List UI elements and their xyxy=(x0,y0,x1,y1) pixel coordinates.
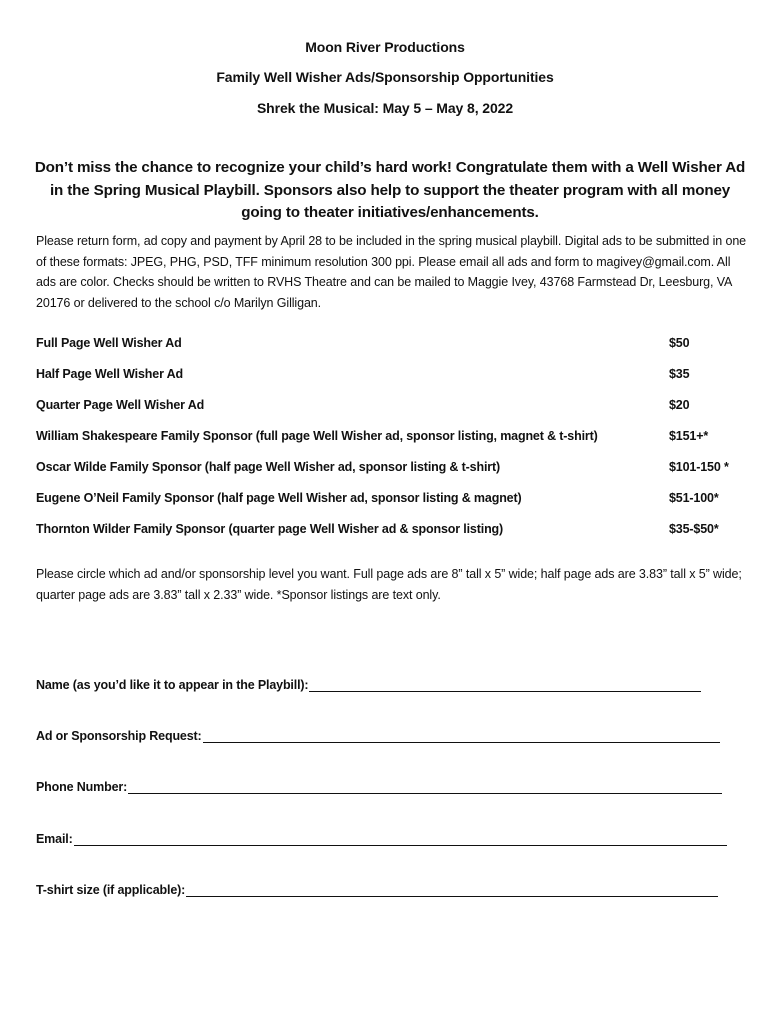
pricing-row xyxy=(36,398,746,418)
phone-field[interactable] xyxy=(36,774,722,794)
document-subtitle: Family Well Wisher Ads/Sponsorship Opportunities xyxy=(216,69,554,85)
pricing-label: Full Page Well Wisher Ad xyxy=(36,336,182,350)
pricing-label: William Shakespeare Family Sponsor (full page Well Wisher ad, sponsor listing, magnet & t-shirt) xyxy=(36,429,598,443)
ad-size-note: Please circle which ad and/or sponsorship level you want. Full page ads are 8” tall x 5” wide; half page ads are 3.83” tall x 5” wide; quarter page ads are 3.83” tall x 2.33” wide. *Sponsor listings are text only. xyxy=(36,567,742,602)
pricing-price: $35-$50* xyxy=(669,522,719,536)
pricing-row xyxy=(36,522,746,542)
tshirt-field[interactable] xyxy=(36,877,718,897)
pricing-price: $20 xyxy=(669,398,690,412)
pricing-row xyxy=(36,429,746,449)
pricing-price: $35 xyxy=(669,367,690,381)
tshirt-label: T-shirt size (if applicable): xyxy=(36,883,186,897)
pricing-price: $50 xyxy=(669,336,690,350)
pricing-row xyxy=(36,460,746,480)
tshirt-blank-line[interactable] xyxy=(186,882,718,897)
show-title: Shrek the Musical: May 5 – May 8, 2022 xyxy=(256,100,514,116)
request-label: Ad or Sponsorship Request: xyxy=(36,729,202,743)
email-blank-line[interactable] xyxy=(74,831,727,846)
intro-lead: Don’t miss the chance to recognize your child’s hard work! Congratulate them with a Well Wisher Ad in the Spring Musical Playbill. Sponsors also help to support the theater program with all money going to theater initiatives/enhancements. xyxy=(34,159,746,221)
name-label: Name (as you’d like it to appear in the Playbill): xyxy=(36,678,309,692)
pricing-row xyxy=(36,491,746,511)
request-blank-line[interactable] xyxy=(203,728,720,743)
phone-label: Phone Number: xyxy=(36,780,128,794)
pricing-label: Thornton Wilder Family Sponsor (quarter page Well Wisher ad & sponsor listing) xyxy=(36,522,504,536)
pricing-price: $101-150 * xyxy=(669,460,729,474)
pricing-price: $51-100* xyxy=(669,491,719,505)
pricing-row xyxy=(36,367,746,387)
pricing-label: Quarter Page Well Wisher Ad xyxy=(36,398,205,412)
email-field[interactable] xyxy=(36,826,727,846)
pricing-row xyxy=(36,336,746,356)
pricing-price: $151+* xyxy=(669,429,709,443)
pricing-label: Oscar Wilde Family Sponsor (half page Well Wisher ad, sponsor listing & t-shirt) xyxy=(36,460,501,474)
pricing-label: Half Page Well Wisher Ad xyxy=(36,367,184,381)
pricing-label: Eugene O’Neil Family Sponsor (half page Well Wisher ad, sponsor listing & magnet) xyxy=(36,491,522,505)
company-name: Moon River Productions xyxy=(305,39,465,55)
phone-blank-line[interactable] xyxy=(128,779,722,794)
email-label: Email: xyxy=(36,832,73,846)
name-blank-line[interactable] xyxy=(309,677,701,692)
request-field[interactable] xyxy=(36,723,720,743)
instructions-paragraph: Please return form, ad copy and payment by April 28 to be included in the spring musical playbill. Digital ads to be submitted in one of these formats: JPEG, PHG, PSD, TFF minimum resolution 300 ppi. Please email all ads and form to magivey@gmail.com. All ads are color. Checks should be written to RVHS Theatre and can be mailed to Maggie Ivey, 43768 Farmstead Dr, Leesburg, VA 20176 or delivered to the school c/o Marilyn Gilligan. xyxy=(36,234,747,310)
name-field[interactable] xyxy=(36,672,701,692)
